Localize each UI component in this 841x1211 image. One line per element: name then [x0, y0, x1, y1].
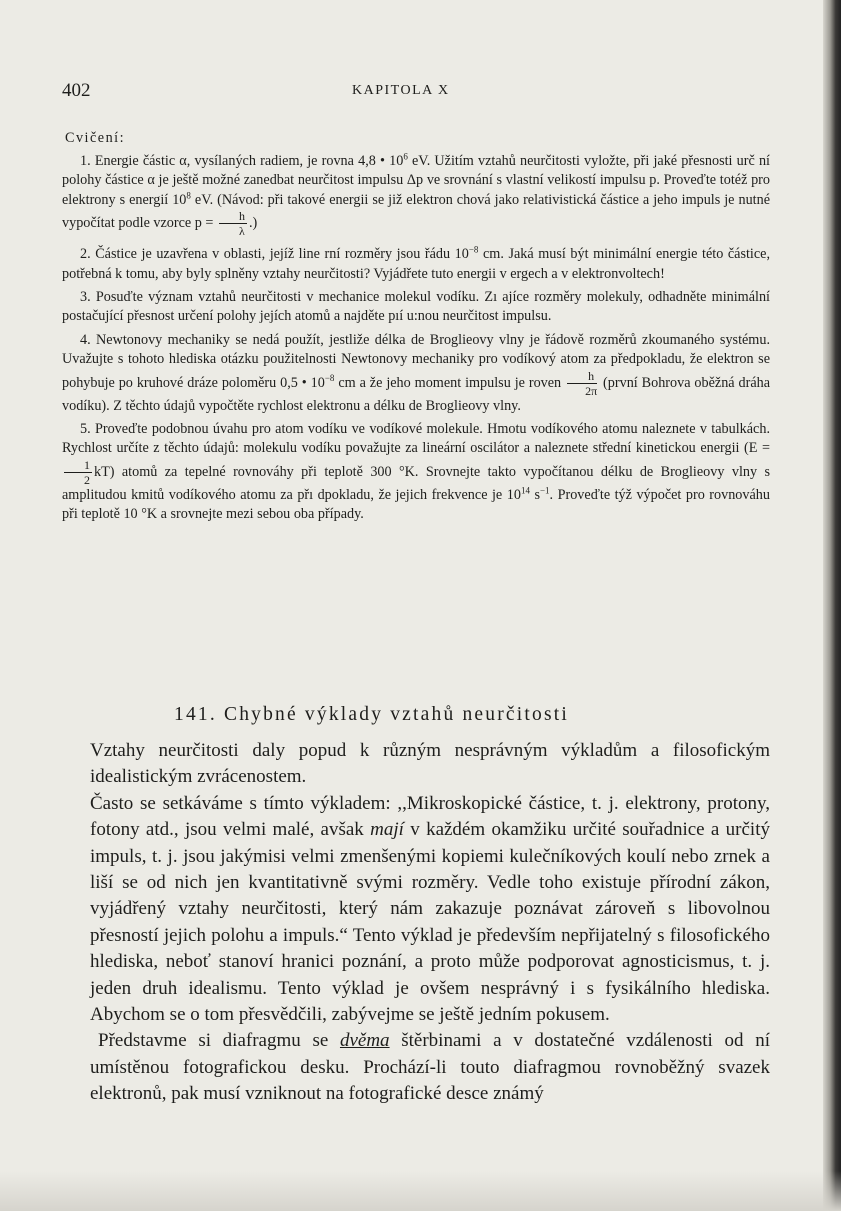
- exercise-1: 1. Energie částic α, vysílaných radiem, je rovna 4,8 • $10^6$ eV. Užitím vztahů neurčitosti vyložte, při jaké přesnosti urč ní polohy částice α je ještě možné zanedbat neurčitost impulsu Δp ve srovnání s vlastní velikostí impulsu p. Proveďte totéž pro elektrony s energií $10^8$ eV. (Návod: při takové energii se již elektron chová jako relativistická částice a jeho impuls je nutné vypočítat podle vzorce p = $\frac{h}{\lambda}$ .): [62, 151, 770, 239]
- fraction-h-2pi: $\frac{h}{2\pi}$: [567, 370, 597, 397]
- exercise-5: 5. Proveďte podobnou úvahu pro atom vodíku ve vodíkové molekule. Hmotu vodíkového atomu naleznete v tabulkách. Rychlost určíte z těchto údajů: molekulu vodíku považujte za lineární oscilátor a naleznete střední kinetickou energii (E = $\frac{1}{2}$ kT) atomů za tepelné rovnováhy při teplotě 300 °K. Srovnejte takto vypočítanou délku de Broglieovy vlny s amplitudou kmitů vodíkového atomu za přı dpokladu, že jejich frekvence je $10^{14}$ $s^{-1}$. Proveďte týž výpočet pro rovnováhu při teplotě 10 °K a srovnejte mezi sebou oba případy.: [62, 421, 770, 523]
- paragraph-3: Představme si diafragmu se dvěma štěrbinami a v dostatečné vzdálenosti od ní umístěnou fotografickou desku. Prochází-li touto diafragmou rovnoběžný svazek elektronů, pak musí vzniknout na fotografické desce známý: [90, 1030, 770, 1105]
- exercise-2: 2. Částice je uzavřena v oblasti, jejíž line rní rozměry jsou řádu $10^{-8}$ cm. Jaká musí být minimální energie této částice, potřebná k tomu, aby byly splněny vztahy neurčitosti? Vyjádřete tuto energii v ergech a v elektronvoltech!: [62, 244, 770, 282]
- exercise-list: [62, 152, 770, 525]
- exercise-4: 4. Newtonovy mechaniky se nedá použít, jestliže délka de Broglieovy vlny je řádově rozměrů zkoumaného systému. Uvažujte s tohoto hlediska otázku použitelnosti Newtonovy mechaniky pro vodíkový atom za předpokladu, že elektron se pohybuje po kruhové dráze poloměru 0,5 • $10^{-8}$ cm a že jeho moment impulsu je roven $\frac{h}{2\pi}$ (první Bohrova oběžná dráha vodíku). Z těchto údajů vypočtěte rychlost elektronu a délku de Broglieovy vlny.: [62, 331, 771, 414]
- page-bottom-shade: [0, 1171, 841, 1211]
- page-header: [62, 80, 772, 102]
- paragraph-2: Často se setkáváme s tímto výkladem: ,,Mikroskopické částice, t. j. elektrony, protony, fotony atd., jsou velmi malé, avšak mají v každém okamžiku určité souřadnice a určitý impuls, t. j. jsou jakýmisi velmi zmenšenými kopiemi kulečníkových koulí nebo zrnek a liší se od nich jen kvantitativně svými rozměry. Vedle toho existuje přírodní zákon, vyjádřený vztahy neurčitosti, který nám zakazuje poznávat zároveň s libovolnou přesností jejich polohu a impuls.“ Tento výklad je především nepřijatelný s filosofického hlediska, neboť stanoví hranici poznání, a proto může podporovat agnosticismus, t. j. jeden druh idealismu. Tento výklad je ovšem nesprávný i s fysikálního hlediska. Abychom se o tom přesvědčili, zabývejme se ještě jedním pokusem.: [90, 792, 770, 1026]
- fraction-h-lambda: $\frac{h}{\lambda}$: [219, 210, 247, 237]
- section-title: 141. Chybné výklady vztahů neurčitosti: [174, 704, 570, 725]
- exercise-3: 3. Posuďte význam vztahů neurčitosti v mechanice molekul vodíku. Zı ajíce rozměry molekuly, odhadněte minimální postačující přesnost určení polohy jejích atomů a najděte pıí u:nou neurčitost impulsu.: [62, 289, 770, 325]
- page-edge-shadow: [823, 0, 841, 1211]
- fraction-one-half: $\frac{1}{2}$: [64, 459, 92, 486]
- section-body: [90, 738, 770, 1108]
- paragraph-1: Vztahy neurčitosti daly popud k různým nesprávným výkladům a filosofickým idealistickým zvrácenostem.: [90, 740, 770, 788]
- page-number: 402: [62, 80, 91, 101]
- chapter-title: KAPITOLA X: [352, 83, 450, 98]
- exercises-heading: Cvičení:: [65, 130, 126, 146]
